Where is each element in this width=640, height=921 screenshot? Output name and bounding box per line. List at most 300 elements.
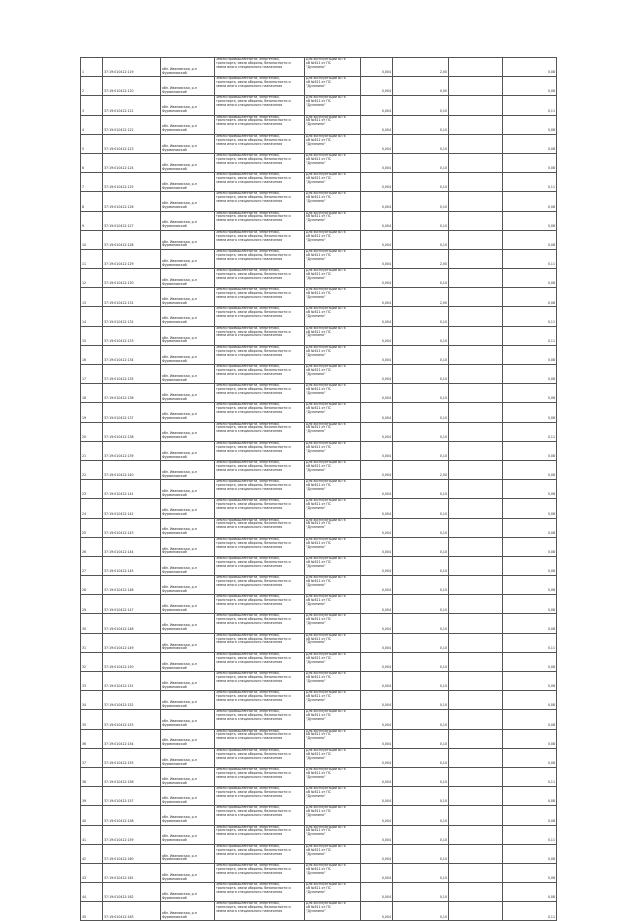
cell-text: кВ №611 от ПС	[306, 329, 331, 334]
cell-text: земли иного специального назначения	[216, 141, 283, 146]
table-row	[81, 902, 557, 921]
address-cell	[161, 442, 215, 460]
cell-text: 0,11	[547, 914, 555, 919]
cell-text: Для эксплуатации ВЛ 6	[306, 58, 346, 61]
sum-cell	[503, 864, 557, 882]
cadastral-number	[103, 730, 161, 748]
cadastral-number	[103, 595, 161, 613]
cell-text: 0,004	[381, 761, 391, 766]
cell-text: 17	[82, 377, 87, 382]
cell-text: Для эксплуатации ВЛ 6	[306, 518, 346, 522]
use-cell	[305, 883, 361, 901]
table-row	[81, 710, 557, 729]
cell-text: 0,10	[439, 511, 447, 516]
cell-text: обл. Ивановская, р-н	[162, 412, 197, 417]
cell-text: обл. Ивановская, р-н	[162, 469, 197, 474]
sum-cell	[503, 173, 557, 191]
cell-text: земли иного специального назначения	[216, 64, 283, 69]
cell-text: 28	[82, 588, 87, 593]
cell-text: 37:19:010412:162	[104, 895, 134, 900]
cell-text: 37:19:010412:125	[104, 185, 134, 190]
cell-text: транспорта, связи обороны, безопасности и	[216, 636, 291, 641]
cell-text: обл. Ивановская, р-н	[162, 872, 197, 877]
cell-text: 0,10	[439, 645, 447, 650]
cell-text: Земли промышленности, энергетики,	[216, 403, 280, 407]
category-cell	[215, 480, 305, 498]
cell-text: Фурмановский	[162, 224, 187, 229]
cell-text: 0,11	[547, 780, 555, 785]
cost-cell	[393, 250, 449, 268]
use-cell	[305, 307, 361, 325]
cell-text: Для эксплуатации ВЛ 6	[306, 902, 346, 906]
cadastral-number	[103, 58, 161, 76]
empty-cell	[449, 154, 503, 172]
cell-text: обл. Ивановская, р-н	[162, 277, 197, 282]
cell-text: 26	[82, 549, 87, 554]
cost-cell	[393, 192, 449, 210]
address-cell	[161, 212, 215, 230]
cell-text: кВ №611 от ПС	[306, 847, 331, 852]
cell-text: кВ №611 от ПС	[306, 176, 331, 181]
cell-text: земли иного специального назначения	[216, 467, 283, 472]
cell-text: обл. Ивановская, р-н	[162, 546, 197, 551]
cell-text: 0,11	[547, 837, 555, 842]
cell-text: транспорта, связи обороны, безопасности и	[216, 521, 291, 526]
cell-text: 19	[82, 415, 87, 420]
use-cell	[305, 557, 361, 575]
document-table	[80, 57, 557, 921]
sum-cell	[503, 845, 557, 863]
table-row	[81, 672, 557, 691]
category-cell	[215, 173, 305, 191]
category-cell	[215, 231, 305, 249]
empty-cell	[449, 327, 503, 345]
cell-text: 37:19:010412:122	[104, 127, 134, 132]
cell-text: кВ №611 от ПС	[306, 137, 331, 142]
row-number	[81, 250, 103, 268]
cell-text: Фурмановский	[162, 588, 187, 593]
cell-text: Для эксплуатации ВЛ 6	[306, 211, 346, 215]
address-cell	[161, 173, 215, 191]
cell-text: Для эксплуатации ВЛ 6	[306, 844, 346, 848]
cost-cell	[393, 691, 449, 709]
cell-text: Земли промышленности, энергетики,	[216, 710, 280, 714]
cell-text: Земли промышленности, энергетики,	[216, 153, 280, 157]
cell-text: 37:19:010412:143	[104, 530, 134, 535]
area-cell	[361, 864, 393, 882]
cell-text: кВ №611 от ПС	[306, 885, 331, 890]
sum-cell	[503, 423, 557, 441]
cell-text: Фурмановский	[162, 857, 187, 862]
cell-text: земли иного специального назначения	[216, 486, 283, 491]
cell-text: 0,08	[547, 300, 555, 305]
cell-text: транспорта, связи обороны, безопасности и	[216, 483, 291, 488]
cell-text: кВ №611 от ПС	[306, 617, 331, 622]
cell-text: обл. Ивановская, р-н	[162, 623, 197, 628]
cell-text: "Дуляпино"	[306, 256, 326, 261]
cell-text: обл. Ивановская, р-н	[162, 105, 197, 110]
cell-text: Земли промышленности, энергетики,	[216, 288, 280, 292]
sum-cell	[503, 691, 557, 709]
cell-text: Земли промышленности, энергетики,	[216, 326, 280, 330]
cell-text: Для эксплуатации ВЛ 6	[306, 672, 346, 675]
cell-text: кВ №611 от ПС	[306, 271, 331, 276]
cell-text: Фурмановский	[162, 895, 187, 900]
cell-text: кВ №611 от ПС	[306, 483, 331, 488]
cell-text: "Дуляпино"	[306, 793, 326, 798]
cell-text: кВ №611 от ПС	[306, 502, 331, 507]
cell-text: 0,004	[381, 127, 391, 132]
empty-cell	[449, 614, 503, 632]
sum-cell	[503, 749, 557, 767]
cell-text: земли иного специального назначения	[216, 870, 283, 875]
cell-text: "Дуляпино"	[306, 640, 326, 645]
cell-text: Фурмановский	[162, 281, 187, 286]
cell-text: Для эксплуатации ВЛ 6	[306, 767, 346, 771]
empty-cell	[449, 499, 503, 517]
cell-text: 37:19:010412:138	[104, 434, 134, 439]
cost-cell	[393, 231, 449, 249]
use-cell	[305, 192, 361, 210]
use-cell	[305, 595, 361, 613]
cell-text: кВ №611 от ПС	[306, 80, 331, 85]
cell-text: транспорта, связи обороны, безопасности и	[216, 348, 291, 353]
cell-text: Фурмановский	[162, 723, 187, 728]
table-row	[81, 116, 557, 135]
cell-text: 0,10	[439, 684, 447, 689]
cell-text: обл. Ивановская, р-н	[162, 719, 197, 724]
sum-cell	[503, 403, 557, 421]
area-cell	[361, 749, 393, 767]
sum-cell	[503, 212, 557, 230]
row-number	[81, 864, 103, 882]
address-cell	[161, 58, 215, 76]
cell-text: 0,08	[547, 761, 555, 766]
table-row	[81, 96, 557, 115]
cell-text: кВ №611 от ПС	[306, 444, 331, 449]
cell-text: 37:19:010412:123	[104, 147, 134, 152]
area-cell	[361, 269, 393, 287]
cell-text: 0,10	[439, 281, 447, 286]
cell-text: земли иного специального назначения	[216, 371, 283, 376]
empty-cell	[449, 384, 503, 402]
empty-cell	[449, 557, 503, 575]
sum-cell	[503, 116, 557, 134]
cell-text: Фурмановский	[162, 185, 187, 190]
cell-text: 37:19:010412:145	[104, 569, 134, 574]
cell-text: 14	[82, 319, 87, 324]
row-number	[81, 480, 103, 498]
category-cell	[215, 365, 305, 383]
row-number	[81, 231, 103, 249]
cell-text: Для эксплуатации ВЛ 6	[306, 345, 346, 349]
cell-text: кВ №611 от ПС	[306, 790, 331, 795]
area-cell	[361, 231, 393, 249]
cell-text: "Дуляпино"	[306, 736, 326, 741]
cell-text: транспорта, связи обороны, безопасности и	[216, 905, 291, 910]
cell-text: Фурмановский	[162, 646, 187, 651]
cost-cell	[393, 307, 449, 325]
cell-text: земли иного специального назначения	[216, 659, 283, 664]
cell-text: 0,004	[381, 300, 391, 305]
cell-text: обл. Ивановская, р-н	[162, 182, 197, 186]
cell-text: кВ №611 от ПС	[306, 521, 331, 526]
cell-text: 0,004	[381, 281, 391, 286]
cost-cell	[393, 58, 449, 76]
cell-text: Земли промышленности, энергетики,	[216, 806, 280, 810]
cell-text: 37:19:010412:163	[104, 914, 134, 919]
cell-text: 36	[82, 741, 87, 746]
cell-text: обл. Ивановская, р-н	[162, 373, 197, 378]
cost-cell	[393, 480, 449, 498]
cell-text: транспорта, связи обороны, безопасности и	[216, 233, 291, 238]
cell-text: 0,11	[547, 262, 555, 267]
cell-text: 0,08	[547, 204, 555, 209]
row-number	[81, 710, 103, 728]
table-row	[81, 883, 557, 902]
cell-text: 0,004	[381, 204, 391, 209]
cost-cell	[393, 288, 449, 306]
table-row	[81, 634, 557, 653]
cadastral-number	[103, 423, 161, 441]
table-row	[81, 154, 557, 173]
cell-text: 0,08	[547, 741, 555, 746]
address-cell	[161, 154, 215, 172]
cell-text: земли иного специального назначения	[216, 84, 283, 88]
cell-text: кВ №611 от ПС	[306, 674, 331, 679]
category-cell	[215, 212, 305, 230]
cell-text: 0,004	[381, 338, 391, 343]
row-number	[81, 58, 103, 76]
cell-text: 37:19:010412:155	[104, 761, 134, 766]
cell-text: кВ №611 от ПС	[306, 156, 331, 161]
cell-text: Фурмановский	[162, 799, 187, 804]
cell-text: Фурмановский	[162, 396, 187, 401]
cell-text: "Дуляпино"	[306, 659, 326, 664]
cell-text: 0,004	[381, 166, 391, 171]
cost-cell	[393, 173, 449, 191]
cell-text: 0,10	[439, 108, 447, 113]
cell-text: 0,10	[439, 319, 447, 324]
cell-text: 0,10	[439, 396, 447, 401]
cell-text: 2,00	[439, 262, 447, 267]
cadastral-number	[103, 672, 161, 690]
row-number	[81, 519, 103, 537]
sum-cell	[503, 154, 557, 172]
cadastral-number	[103, 538, 161, 556]
cell-text: 0,08	[547, 454, 555, 459]
cell-text: 0,004	[381, 223, 391, 228]
use-cell	[305, 384, 361, 402]
cell-text: Земли промышленности, энергетики,	[216, 844, 280, 848]
empty-cell	[449, 135, 503, 153]
cell-text: Земли промышленности, энергетики,	[216, 384, 280, 388]
cell-text: обл. Ивановская, р-н	[162, 565, 197, 570]
cell-text: 0,10	[439, 147, 447, 152]
cell-text: кВ №611 от ПС	[306, 387, 331, 392]
cell-text: 25	[82, 530, 87, 535]
cell-text: 0,004	[381, 358, 391, 363]
cell-text: обл. Ивановская, р-н	[162, 642, 197, 647]
cell-text: транспорта, связи обороны, безопасности и	[216, 847, 291, 852]
sum-cell	[503, 442, 557, 460]
cell-text: кВ №611 от ПС	[306, 713, 331, 718]
address-cell	[161, 519, 215, 537]
cell-text: 37:19:010412:119	[104, 70, 134, 75]
cell-text: Земли промышленности, энергетики,	[216, 230, 280, 234]
cell-text: 0,004	[381, 319, 391, 324]
row-number	[81, 806, 103, 824]
cell-text: Для эксплуатации ВЛ 6	[306, 499, 346, 503]
cell-text: Земли промышленности, энергетики,	[216, 556, 280, 560]
table-row	[81, 403, 557, 422]
cell-text: 0,10	[439, 837, 447, 842]
cell-text: Фурмановский	[162, 377, 187, 382]
cost-cell	[393, 864, 449, 882]
cell-text: обл. Ивановская, р-н	[162, 796, 197, 800]
cell-text: 37:19:010412:141	[104, 492, 134, 497]
cell-text: Для эксплуатации ВЛ 6	[306, 269, 346, 273]
use-cell	[305, 96, 361, 114]
cell-text: 37:19:010412:153	[104, 722, 134, 727]
cell-text: "Дуляпино"	[306, 467, 326, 472]
cost-cell	[393, 806, 449, 824]
cell-text: 0,10	[439, 665, 447, 670]
table-row	[81, 787, 557, 806]
cell-text: кВ №611 от ПС	[306, 463, 331, 468]
cell-text: обл. Ивановская, р-н	[162, 815, 197, 820]
cell-text: "Дуляпино"	[306, 314, 326, 319]
cell-text: 37:19:010412:131	[104, 300, 134, 305]
area-cell	[361, 77, 393, 95]
row-number	[81, 499, 103, 517]
cadastral-number	[103, 288, 161, 306]
cell-text: 32	[82, 665, 87, 670]
empty-cell	[449, 212, 503, 230]
area-cell	[361, 653, 393, 671]
cell-text: Для эксплуатации ВЛ 6	[306, 710, 346, 714]
cell-text: земли иного специального назначения	[216, 429, 283, 434]
cell-text: 31	[82, 645, 87, 650]
cell-text: Для эксплуатации ВЛ 6	[306, 537, 346, 541]
cell-text: транспорта, связи обороны, безопасности и	[216, 694, 291, 699]
cell-text: обл. Ивановская, р-н	[162, 604, 197, 609]
empty-cell	[449, 845, 503, 863]
cost-cell	[393, 384, 449, 402]
category-cell	[215, 269, 305, 287]
cell-text: земли иного специального назначения	[216, 525, 283, 530]
cost-cell	[393, 883, 449, 901]
cell-text: земли иного специального назначения	[216, 103, 283, 108]
cell-text: кВ №611 от ПС	[306, 578, 331, 583]
area-cell	[361, 116, 393, 134]
cell-text: обл. Ивановская, р-н	[162, 508, 197, 513]
cell-text: 0,004	[381, 70, 391, 75]
cell-text: 0,08	[547, 549, 555, 554]
sum-cell	[503, 135, 557, 153]
cost-cell	[393, 96, 449, 114]
sum-cell	[503, 557, 557, 575]
address-cell	[161, 538, 215, 556]
cell-text: кВ №611 от ПС	[306, 195, 331, 200]
cell-text: "Дуляпино"	[306, 237, 326, 242]
cell-text: обл. Ивановская, р-н	[162, 258, 197, 263]
cell-text: кВ №611 от ПС	[306, 655, 331, 660]
cell-text: 37:19:010412:161	[104, 876, 134, 881]
cost-cell	[393, 212, 449, 230]
cell-text: 37:19:010412:137	[104, 415, 134, 420]
cadastral-number	[103, 691, 161, 709]
row-number	[81, 346, 103, 364]
cell-text: 0,08	[547, 281, 555, 286]
cost-cell	[393, 672, 449, 690]
table-row	[81, 480, 557, 499]
cell-text: земли иного специального назначения	[216, 909, 283, 914]
sum-cell	[503, 77, 557, 95]
sum-cell	[503, 231, 557, 249]
cell-text: "Дуляпино"	[306, 179, 326, 184]
address-cell	[161, 135, 215, 153]
table-row	[81, 231, 557, 250]
cell-text: "Дуляпино"	[306, 678, 326, 683]
cost-cell	[393, 519, 449, 537]
address-cell	[161, 557, 215, 575]
cell-text: 11	[82, 262, 87, 267]
table-row	[81, 557, 557, 576]
address-cell	[161, 864, 215, 882]
cell-text: транспорта, связи обороны, безопасности и	[216, 578, 291, 583]
cell-text: Фурмановский	[162, 70, 187, 75]
cell-text: Фурмановский	[162, 780, 187, 785]
cell-text: Для эксплуатации ВЛ 6	[306, 153, 346, 157]
area-cell	[361, 154, 393, 172]
cell-text: земли иного специального назначения	[216, 602, 283, 607]
cell-text: кВ №611 от ПС	[306, 348, 331, 353]
cell-text: 37:19:010412:158	[104, 818, 134, 823]
cell-text: 0,004	[381, 454, 391, 459]
cell-text: кВ №611 от ПС	[306, 694, 331, 699]
cost-cell	[393, 768, 449, 786]
address-cell	[161, 787, 215, 805]
cell-text: 0,10	[439, 856, 447, 861]
cell-text: земли иного специального назначения	[216, 717, 283, 722]
cell-text: 0,11	[547, 108, 555, 113]
cell-text: транспорта, связи обороны, безопасности и	[216, 751, 291, 756]
cell-text: "Дуляпино"	[306, 160, 326, 165]
cell-text: обл. Ивановская, р-н	[162, 700, 197, 705]
cell-text: транспорта, связи обороны, безопасности и	[216, 713, 291, 718]
empty-cell	[449, 826, 503, 844]
row-number	[81, 538, 103, 556]
cell-text: земли иного специального назначения	[216, 621, 283, 626]
table-row	[81, 538, 557, 557]
cell-text: "Дуляпино"	[306, 352, 326, 357]
cell-text: Земли промышленности, энергетики,	[216, 249, 280, 253]
cell-text: обл. Ивановская, р-н	[162, 450, 197, 455]
cell-text: 37:19:010412:139	[104, 454, 134, 459]
area-cell	[361, 499, 393, 517]
cell-text: 37:19:010412:149	[104, 645, 134, 650]
sum-cell	[503, 614, 557, 632]
address-cell	[161, 768, 215, 786]
cell-text: Фурмановский	[162, 147, 187, 152]
row-number	[81, 634, 103, 652]
cell-text: кВ №611 от ПС	[306, 732, 331, 737]
row-number	[81, 154, 103, 172]
cell-text: 37:19:010412:134	[104, 358, 134, 363]
category-cell	[215, 826, 305, 844]
cell-text: кВ №611 от ПС	[306, 118, 331, 123]
